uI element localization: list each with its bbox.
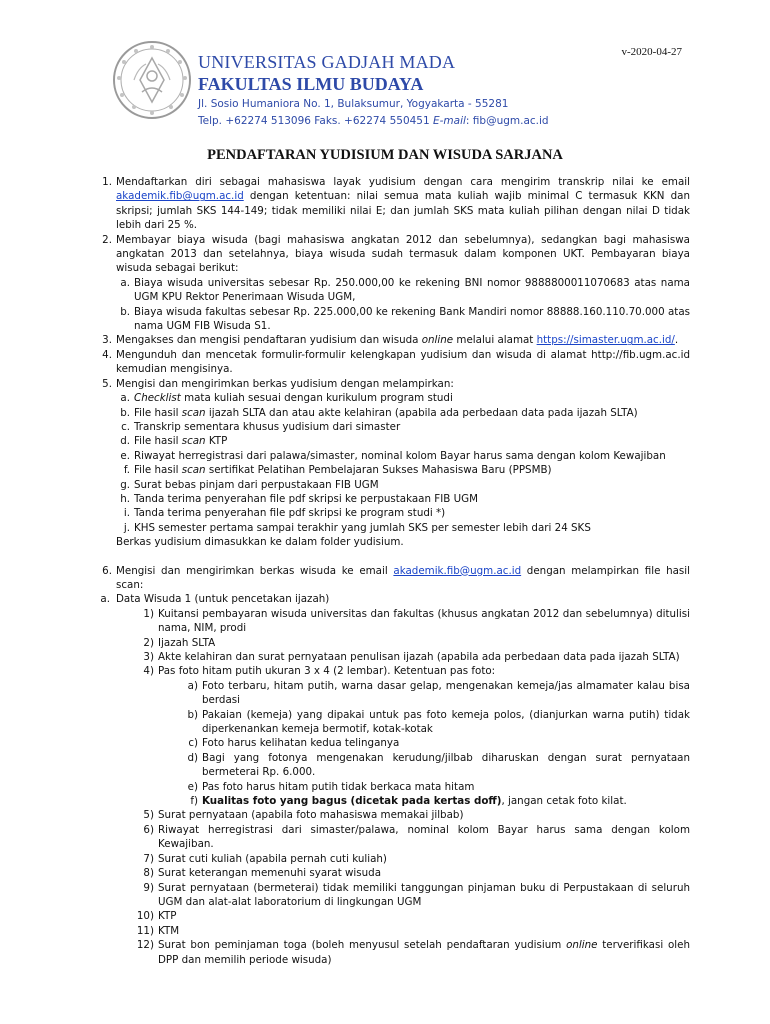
page-title: PENDAFTARAN YUDISIUM DAN WISUDA SARJANA (207, 147, 563, 163)
list-subitem: 6) Riwayat herregistrasi dari simaster/palawa, nominal kolom Bayar harus sama dengan kolom Kewajiban. (143, 823, 690, 851)
list-item: 5. Mengisi dan mengirimkan berkas yudisium dengan melampirkan: (102, 377, 454, 390)
list-subitem: a. Biaya wisuda universitas sebesar Rp. 250.000,00 ke rekening BNI nomor 9888800011070683 atas nama UGM KPU Rektor Penerimaan Wisuda UGM, (120, 276, 690, 304)
email-value: : fib@ugm.ac.id (465, 115, 549, 127)
list-subitem: j. KHS semester pertama sampai terakhir yang jumlah SKS per semester lebih dari 24 SKS (123, 521, 591, 534)
list-subitem: d. File hasil scan KTP (120, 435, 228, 448)
list-subitem: b. Biaya wisuda fakultas sebesar Rp. 225.000,00 ke rekening Bank Mandiri nomor 88888.160.110.70.000 atas nama UGM FIB Wisuda S1. (120, 305, 690, 333)
list-subitem: 11) KTM (136, 924, 180, 937)
list-item: 6. Mengisi dan mengirimkan berkas wisuda ke email akademik.fib@ugm.ac.id dengan melampirkan file hasil scan: (102, 564, 691, 591)
phone-fax: Telp. +62274 513096 Faks. +62274 550451 (198, 115, 433, 127)
faculty-contact (198, 96, 549, 130)
list-subitem: g. Surat bebas pinjam dari perpustakaan FIB UGM (120, 478, 379, 491)
list-subitem: b. File hasil scan ijazah SLTA dan atau akte kelahiran (apabila ada perbedaan data pada ijazah SLTA) (120, 406, 638, 419)
list-item: 2. Membayar biaya wisuda (bagi mahasiswa angkatan 2012 dan sebelumnya), sedangkan bagi mahasiswa angkatan 2013 dan setelahnya, biaya wisuda sudah termasuk dalam komponen UKT. Pembayaran biaya wisuda sebagai berikut: (102, 233, 690, 275)
faculty-name: FAKULTAS ILMU BUDAYA (198, 74, 424, 94)
document-version: v-2020-04-27 (621, 46, 682, 58)
email-link[interactable]: akademik.fib@ugm.ac.id (393, 564, 522, 577)
photo-rule: e) Pas foto harus hitam putih tidak berkaca mata hitam (187, 780, 475, 793)
requirements-list (90, 175, 690, 967)
email-label: E-mail (433, 115, 466, 127)
address-line: Jl. Sosio Humaniora No. 1, Bulaksumur, Yogyakarta - 55281 (198, 98, 509, 110)
simaster-link[interactable]: https://simaster.ugm.ac.id/ (536, 334, 675, 347)
university-name: UNIVERSITAS GADJAH MADA (198, 52, 456, 72)
list-item: 1. Mendaftarkan diri sebagai mahasiswa layak yudisium dengan cara mengirim transkrip nilai ke email akademik.fib@ugm.ac.id dengan ketentuan: nilai semua mata kuliah wajib minimal C termasuk KKN dan skripsi; jumlah SKS 144-149; tidak memiliki nilai E; dan jumlah SKS mata kuliah pilihan dengan nilai D tidak lebih dari 25 %. (102, 176, 690, 232)
list-subitem: 10) KTP (136, 910, 177, 923)
list-subitem: e. Riwayat herregistrasi dari palawa/simaster, nominal kolom Bayar harus sama dengan kolom Kewajiban (120, 449, 666, 462)
photo-rule: c) Foto harus kelihatan kedua telinganya (188, 737, 400, 750)
list-subitem: 2) Ijazah SLTA (143, 636, 216, 649)
list-subitem: a. Data Wisuda 1 (untuk pencetakan ijazah) (100, 593, 330, 606)
list-subitem: 3) Akte kelahiran dan surat pernyataan penulisan ijazah (apabila ada perbedaan data pada ijazah SLTA) (143, 651, 680, 663)
yudisium-closing-note: Berkas yudisium dimasukkan ke dalam folder yudisium. (116, 536, 404, 549)
list-subitem: 9) Surat pernyataan (bermeterai) tidak memiliki tanggungan pinjaman buku di Perpustakaan di seluruh UGM dan alat-alat laboratorium di lingkungan UGM (143, 881, 690, 908)
list-item: 3. Mengakses dan mengisi pendaftaran yudisium dan wisuda online melalui alamat https://simaster.ugm.ac.id/. (102, 334, 679, 347)
list-subitem: 4) Pas foto hitam putih ukuran 3 x 4 (2 lembar). Ketentuan pas foto: (143, 665, 496, 678)
list-subitem: 7) Surat cuti kuliah (apabila pernah cuti kuliah) (143, 852, 387, 865)
photo-rule: f) Kualitas foto yang bagus (dicetak pada kertas doff), jangan cetak foto kilat. (190, 795, 627, 808)
list-subitem: 8) Surat keterangan memenuhi syarat wisuda (143, 867, 382, 880)
list-subitem: h. Tanda terima penyerahan file pdf skripsi ke perpustakaan FIB UGM (120, 492, 478, 505)
email-link[interactable]: akademik.fib@ugm.ac.id (116, 190, 244, 203)
list-subitem: 12) Surat bon peminjaman toga (boleh menyusul setelah pendaftaran yudisium online terverifikasi oleh DPP dan memilih periode wisuda) (136, 939, 691, 966)
contact-line (198, 113, 549, 130)
list-subitem: f. File hasil scan sertifikat Pelatihan Pembelajaran Sukses Mahasiswa Baru (PPSMB) (123, 464, 552, 477)
list-subitem: c. Transkrip sementara khusus yudisium dari simaster (121, 420, 401, 433)
list-subitem: 5) Surat pernyataan (apabila foto mahasiswa memakai jilbab) (143, 809, 464, 822)
list-subitem: a. Checklist mata kuliah sesuai dengan kurikulum program studi (120, 392, 453, 405)
photo-rule: a) Foto terbaru, hitam putih, warna dasar gelap, mengenakan kemeja/jas almamater kalau bisa berdasi (187, 679, 690, 707)
list-subitem: i. Tanda terima penyerahan file pdf skripsi ke program studi *) (123, 507, 446, 520)
photo-rule: d) Bagi yang fotonya mengenakan kerudung/jilbab diharuskan dengan surat pernyataan bermeterai Rp. 6.000. (187, 751, 690, 779)
list-subitem: 1) Kuitansi pembayaran wisuda universitas dan fakultas (khusus angkatan 2012 dan sebelumnya) ditulisi nama, NIM, prodi (143, 607, 690, 635)
list-item: 4. Mengunduh dan mencetak formulir-formulir kelengkapan yudisium dan wisuda di alamat http://fib.ugm.ac.id kemudian mengisinya. (102, 348, 690, 376)
photo-rule: b) Pakaian (kemeja) yang dipakai untuk pas foto kemeja polos, (dianjurkan warna putih) tidak diperkenankan kemeja bermotif, kotak-kotak (187, 708, 690, 736)
ugm-seal-logo (112, 40, 192, 120)
